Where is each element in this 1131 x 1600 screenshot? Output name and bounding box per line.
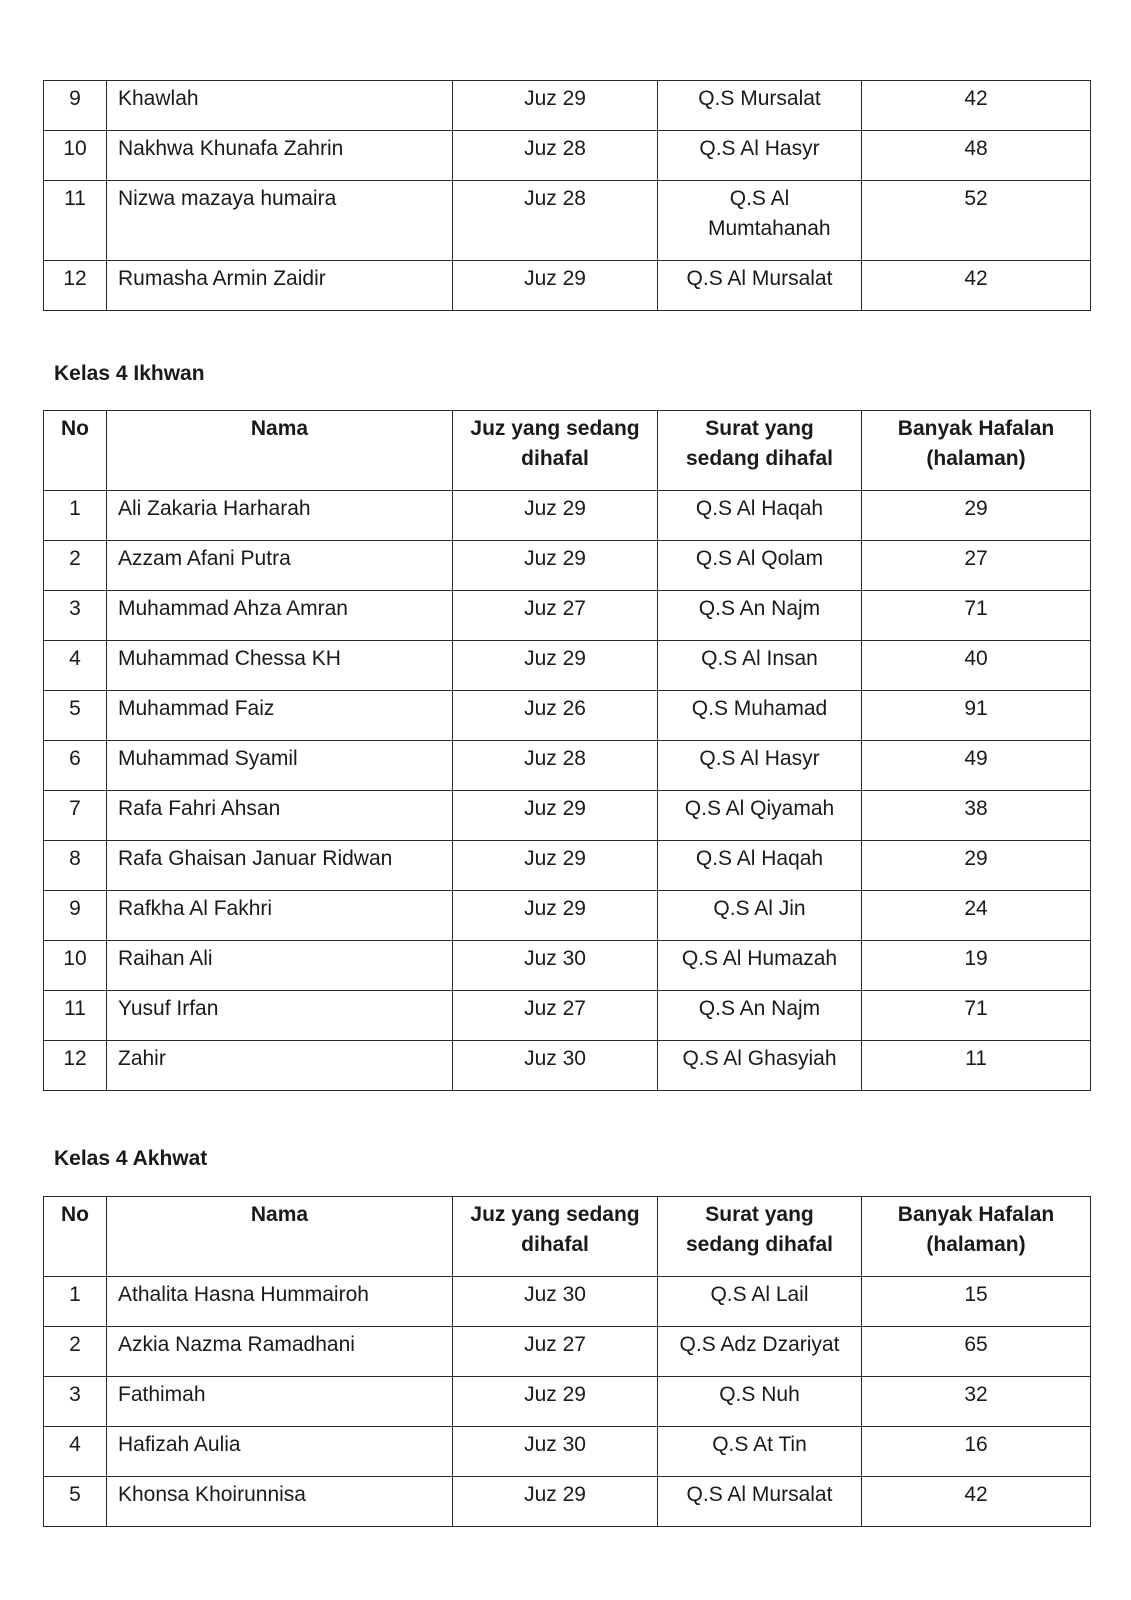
cell-nama: Zahir: [107, 1041, 453, 1091]
cell-no: 12: [44, 261, 107, 311]
cell-hafalan: 29: [862, 841, 1091, 891]
cell-juz: Juz 29: [453, 541, 658, 591]
cell-surat: Q.S Al Qolam: [658, 541, 862, 591]
cell-no: 1: [44, 491, 107, 541]
cell-juz: Juz 29: [453, 791, 658, 841]
cell-juz: Juz 27: [453, 591, 658, 641]
cell-juz: Juz 27: [453, 1327, 658, 1377]
cell-juz: Juz 29: [453, 261, 658, 311]
cell-juz: Juz 30: [453, 1041, 658, 1091]
cell-nama: Yusuf Irfan: [107, 991, 453, 1041]
cell-nama: Rumasha Armin Zaidir: [107, 261, 453, 311]
cell-juz: Juz 28: [453, 741, 658, 791]
cell-surat: Q.S Al Hasyr: [658, 131, 862, 181]
cell-juz: Juz 29: [453, 81, 658, 131]
cell-no: 10: [44, 131, 107, 181]
table-row: [44, 491, 1091, 541]
cell-surat: Q.S Al Ghasyiah: [658, 1041, 862, 1091]
table-header-row: [44, 411, 1091, 491]
cell-nama: Nakhwa Khunafa Zahrin: [107, 131, 453, 181]
table-row: [44, 841, 1091, 891]
section-heading-ikhwan: Kelas 4 Ikhwan: [54, 362, 205, 385]
cell-no: 9: [44, 81, 107, 131]
cell-no: 11: [44, 181, 107, 261]
table-row: [44, 591, 1091, 641]
table-row: [44, 1327, 1091, 1377]
cell-nama: Muhammad Syamil: [107, 741, 453, 791]
cell-juz: Juz 29: [453, 841, 658, 891]
table-row: [44, 741, 1091, 791]
cell-hafalan: 42: [862, 1477, 1091, 1527]
table-row: [44, 181, 1091, 261]
table-row: [44, 1477, 1091, 1527]
cell-no: 4: [44, 1427, 107, 1477]
cell-surat: Q.S Al Lail: [658, 1277, 862, 1327]
akhwat-table: [43, 1196, 1091, 1527]
cell-hafalan: 27: [862, 541, 1091, 591]
cell-hafalan: 11: [862, 1041, 1091, 1091]
cell-juz: Juz 28: [453, 131, 658, 181]
table-row: [44, 991, 1091, 1041]
cell-no: 5: [44, 1477, 107, 1527]
cell-no: 3: [44, 1377, 107, 1427]
cell-hafalan: 42: [862, 81, 1091, 131]
cell-nama: Raihan Ali: [107, 941, 453, 991]
cell-nama: Muhammad Chessa KH: [107, 641, 453, 691]
section-heading-akhwat: Kelas 4 Akhwat: [54, 1147, 208, 1170]
header-no: No: [44, 1197, 107, 1277]
table-row: [44, 941, 1091, 991]
cell-no: 10: [44, 941, 107, 991]
cell-juz: Juz 30: [453, 1427, 658, 1477]
table-row: [44, 1427, 1091, 1477]
cell-hafalan: 24: [862, 891, 1091, 941]
cell-surat: Q.S Al Humazah: [658, 941, 862, 991]
cell-no: 8: [44, 841, 107, 891]
table-row: [44, 891, 1091, 941]
cell-nama: Khonsa Khoirunnisa: [107, 1477, 453, 1527]
table-row: [44, 791, 1091, 841]
cell-surat: Q.S Al Insan: [658, 641, 862, 691]
ikhwan-table: [43, 410, 1091, 1091]
cell-no: 4: [44, 641, 107, 691]
cell-no: 7: [44, 791, 107, 841]
table-header-row: [44, 1197, 1091, 1277]
cell-nama: Muhammad Faiz: [107, 691, 453, 741]
cell-hafalan: 48: [862, 131, 1091, 181]
cell-juz: Juz 29: [453, 491, 658, 541]
table-row: [44, 131, 1091, 181]
cell-surat: Q.S Al Hasyr: [658, 741, 862, 791]
cell-no: 12: [44, 1041, 107, 1091]
cell-juz: Juz 30: [453, 1277, 658, 1327]
cell-hafalan: 71: [862, 991, 1091, 1041]
cell-juz: Juz 26: [453, 691, 658, 741]
header-no: No: [44, 411, 107, 491]
cell-nama: Azzam Afani Putra: [107, 541, 453, 591]
cell-no: 1: [44, 1277, 107, 1327]
cell-surat: Q.S Muhamad: [658, 691, 862, 741]
cell-hafalan: 91: [862, 691, 1091, 741]
table-row: [44, 1041, 1091, 1091]
cell-nama: Hafizah Aulia: [107, 1427, 453, 1477]
header-juz: Juz yang sedang dihafal: [453, 1197, 658, 1277]
cell-surat: Q.S At Tin: [658, 1427, 862, 1477]
cell-surat: Q.S Nuh: [658, 1377, 862, 1427]
header-nama: Nama: [107, 1197, 453, 1277]
cell-juz: Juz 27: [453, 991, 658, 1041]
cell-surat: Q.S Al Haqah: [658, 491, 862, 541]
cell-nama: Rafkha Al Fakhri: [107, 891, 453, 941]
cell-hafalan: 15: [862, 1277, 1091, 1327]
cell-surat: Q.S Al Jin: [658, 891, 862, 941]
cell-no: 3: [44, 591, 107, 641]
table-row: [44, 1377, 1091, 1427]
cell-juz: Juz 28: [453, 181, 658, 261]
cell-nama: Rafa Fahri Ahsan: [107, 791, 453, 841]
cell-hafalan: 16: [862, 1427, 1091, 1477]
cell-no: 2: [44, 541, 107, 591]
table-row: [44, 81, 1091, 131]
cell-nama: Khawlah: [107, 81, 453, 131]
cell-surat: Q.S Adz Dzariyat: [658, 1327, 862, 1377]
header-hafalan: Banyak Hafalan (halaman): [862, 1197, 1091, 1277]
table-row: [44, 691, 1091, 741]
cell-juz: Juz 29: [453, 1377, 658, 1427]
cell-hafalan: 52: [862, 181, 1091, 261]
header-surat: Surat yang sedang dihafal: [658, 411, 862, 491]
cell-surat: Q.S An Najm: [658, 991, 862, 1041]
cell-juz: Juz 30: [453, 941, 658, 991]
cell-nama: Rafa Ghaisan Januar Ridwan: [107, 841, 453, 891]
cell-surat: Q.S Al Mursalat: [658, 261, 862, 311]
cell-juz: Juz 29: [453, 1477, 658, 1527]
cell-no: 6: [44, 741, 107, 791]
header-juz: Juz yang sedang dihafal: [453, 411, 658, 491]
cell-surat: Q.S Mursalat: [658, 81, 862, 131]
cell-nama: Fathimah: [107, 1377, 453, 1427]
header-hafalan: Banyak Hafalan (halaman): [862, 411, 1091, 491]
cell-surat: Q.S Al Mumtahanah: [658, 181, 862, 261]
cell-hafalan: 38: [862, 791, 1091, 841]
cell-nama: Azkia Nazma Ramadhani: [107, 1327, 453, 1377]
cell-surat: Q.S Al Mursalat: [658, 1477, 862, 1527]
cell-hafalan: 29: [862, 491, 1091, 541]
cell-nama: Nizwa mazaya humaira: [107, 181, 453, 261]
cell-no: 2: [44, 1327, 107, 1377]
header-surat: Surat yang sedang dihafal: [658, 1197, 862, 1277]
table-row: [44, 641, 1091, 691]
cell-juz: Juz 29: [453, 641, 658, 691]
cell-hafalan: 40: [862, 641, 1091, 691]
cell-nama: Muhammad Ahza Amran: [107, 591, 453, 641]
cell-no: 5: [44, 691, 107, 741]
cell-hafalan: 19: [862, 941, 1091, 991]
cell-surat: Q.S An Najm: [658, 591, 862, 641]
cell-no: 11: [44, 991, 107, 1041]
cell-hafalan: 32: [862, 1377, 1091, 1427]
table-row: [44, 541, 1091, 591]
cell-hafalan: 65: [862, 1327, 1091, 1377]
table-row: [44, 261, 1091, 311]
cell-nama: Athalita Hasna Hummairoh: [107, 1277, 453, 1327]
cell-hafalan: 71: [862, 591, 1091, 641]
table-row: [44, 1277, 1091, 1327]
cell-surat: Q.S Al Haqah: [658, 841, 862, 891]
cell-surat: Q.S Al Qiyamah: [658, 791, 862, 841]
cell-juz: Juz 29: [453, 891, 658, 941]
cell-nama: Ali Zakaria Harharah: [107, 491, 453, 541]
cell-hafalan: 49: [862, 741, 1091, 791]
cell-hafalan: 42: [862, 261, 1091, 311]
cell-no: 9: [44, 891, 107, 941]
continuation-table: [43, 80, 1091, 311]
header-nama: Nama: [107, 411, 453, 491]
